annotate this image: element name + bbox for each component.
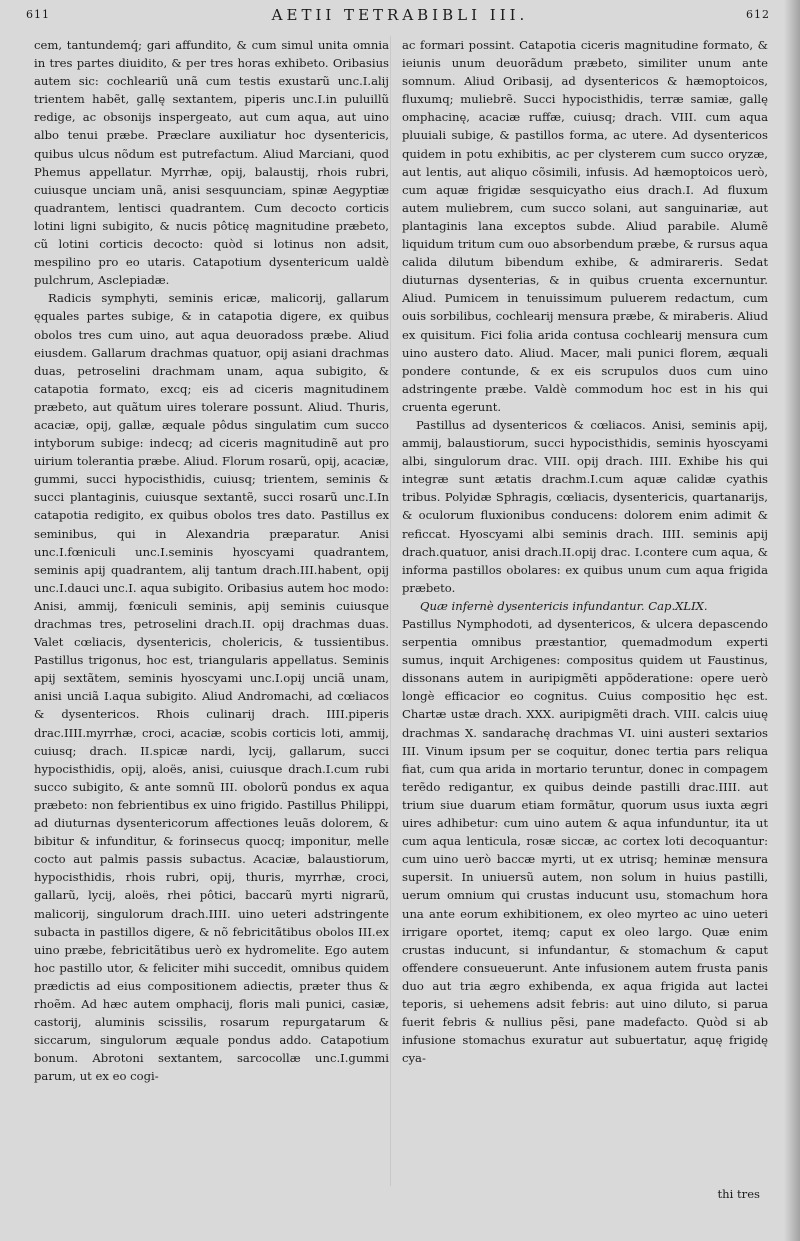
column-gutter: [390, 36, 391, 1186]
right-paragraph: ac formari possint. Catapotia ciceris magnitudine formato, & ieiunis unum deuorãdum præbeto, similiter unum ante somnum. Aliud Oribasij, ad dysentericos & hæmoptoicos, fluxumq; muliebrẽ. Succi hypocisthidis, terræ samiæ, gallę omphacinę, acaciæ ruffæ, cuiusq; drach. VIII. cum aqua pluuiali subige, & pastillos forma, ac utere. Ad dysentericos quidem in potu exhibitis, ac per clysterem cum succo oryzæ, aut lentis, aut aliquo cõsimili, infusis. Ad hæmoptoicos uerò, cum aquæ frigidæ sesquicyatho eius drach.I. Ad fluxum autem muliebrem, cum succo solani, aut sanguinariæ, aut plantaginis lana exceptos subde. Aliud parabile. Alumẽ liquidum tritum cum ouo absorbendum præbe, & rursus aqua calida dilutum bibendum exhibe, & admirareris. Sedat diuturnas dysenterias, & in quibus cruenta excernuntur. Aliud. Pumicem in tenuissimum puluerem redactum, cum ouis sorbilibus, cochlearij mensura præbe, & miraberis. Aliud ex quisitum. Fici folia arida contusa cochlearij mensura cum uino austero dato. Aliud. Macer, mali punici florem, æquali pondere contunde, & ex eis scrupulos duos cum uino adstringente præbe. Valdè commodum hoc est in his qui cruenta egerunt.: [402, 38, 768, 414]
page-edge-shadow: [784, 0, 800, 1241]
left-paragraph: Radicis symphyti, seminis ericæ, malicorij, gallarum ęquales partes subige, & in catapotia digere, ex quibus obolos tres cum uino, aut aqua deuoradoss præbe. Aliud eiusdem. Gallarum drachmas quatuor, opij asiani drachmas duas, petroselini drachmam unam, aqua subigito, & catapotia formato, excq; eis ad ciceris magnitudinem præbeto, aut quãtum uires tolerare possunt. Aliud. Thuris, acaciæ, opij, gallæ, æquale pôdus singulatim cum succo intyborum subige: indecq; ad ciceris magnitudinẽ aut pro uirium tolerantia præbe. Aliud. Florum rosarũ, opij, acaciæ, gummi, succi hypocisthidis, cuiusq; trientem, seminis & succi plantaginis, cuiusque sextantẽ, succi rosarũ unc.I.In catapotia redigito, ex quibus obolos tres dato. Pastillus ex seminibus, qui in Alexandria præparatur. Anisi unc.I.fœniculi unc.I.seminis hyoscyami quadrantem, seminis apij quadrantem, alij tantum drach.III.habent, opij unc.I.dauci unc.I. aqua subigito. Oribasius autem hoc modo: Anisi, ammij, fœniculi seminis, apij seminis cuiusque drachmas tres, petroselini drach.II. opij drachmas duas. Valet cœliacis, dysentericis, cholericis, & tussientibus. Pastillus trigonus, hoc est, triangularis appellatus. Seminis apij sextãtem, seminis hyoscyami unc.I.opij unciã unam, anisi unciã I.aqua subigito. Aliud Andromachi, ad cœliacos & dysentericos. Rhois culinarij drach. IIII.piperis drac.IIII.myrrhæ, croci, acaciæ, scobis corticis loti, ammij, cuiusq; drach. II.spicæ nardi, lycij, gallarum, succi hypocisthidis, opij, aloës, anisi, cuiusque drach.I.cum rubi succo subigito, & ante somnũ III. obolorũ pondus ex aqua præbeto: non febrientibus ex uino frigido. Pastillus Philippi, ad diuturnas dysentericorum affectiones leuãs dolorem, & bibitur & infunditur, & forinsecus quocq; imponitur, melle cocto aut palmis passis subactus. Acaciæ, balaustiorum, hypocisthidis, rhois rubri, opij, thuris, myrrhæ, croci, gallarũ, lycij, aloës, rhei pôtici, baccarũ myrti nigrarũ, malicorij, singulorum drach.IIII. uino ueteri adstringente subacta in pastillos digere, & nõ febricitãtibus obolos III.ex uino præbe, febricitãtibus uerò ex hydromelite. Ego autem hoc pastillo utor, & feliciter mihi succedit, omnibus quidem prædictis ad eius compositionem adiectis, præter thus & rhoẽm. Ad hæc autem omphacij, floris mali punici, casiæ, castorij, aluminis scissilis, rosarum repurgatarum & siccarum, singulorum æquale pondus addo. Catapotium bonum. Abrotoni sextantem, sarcocollæ unc.I.gummi parum, ut ex eo cogi-: [34, 291, 389, 1084]
page-number-left: 611: [26, 8, 50, 21]
right-paragraph: Pastillus ad dysentericos & cœliacos. Anisi, seminis apij, ammij, balaustiorum, succi hypocisthidis, seminis hyoscyami albi, singulorum drac. VIII. opij drach. IIII. Exhibe his qui integræ sunt ætatis drachm.I.cum aquæ calidæ cyathis tribus. Polyidæ Sphragis, cœliacis, dysentericis, quartanarijs, & oculorum fluxionibus conducens: dolorem enim adimit & reficcat. Hyoscyami albi seminis drach. IIII. seminis apij drach.quatuor, anisi drach.II.opij drac. I.contere cum aqua, & informa pastillos obolares: ex quibus unum cum aqua frigida præbeto.: [402, 417, 768, 595]
right-paragraph: Pastillus Nymphodoti, ad dysentericos, & ulcera depascendo serpentia omnibus præstantior, quemadmodum experti sumus, inquit Archigenes: compositus quidem ut Faustinus, dissonans autem in auripigmẽti appõderatione: opere uerò longè efficacior eo cognitus. Cuius compositio hęc est. Chartæ ustæ drach. XXX. auripigmẽti drach. VIII. calcis uiuę drachmas X. sandarachę drachmas VI. uini austeri sextarios III. Vinum ipsum per se coquitur, donec tertia pars reliqua fiat, cum qua arida in mortario teruntur, donec in compagem terẽdo redigantur, ex quibus deinde pastilli drac.IIII. aut trium siue duarum etiam formãtur, quorum usus iuxta ægri uires adhibetur: cum uino autem & aqua infunduntur, ita ut cum aqua lenticula, rosæ siccæ, ac cortex loti decoquantur: cum uino uerò baccæ myrti, ut ex utrisq; heminæ mensura supersit. In uniuersũ autem, non solum in huius pastilli, uerum omnium qui crustas inducunt usu, stomachum hora una ante eorum exhibitionem, ex oleo myrteo ac uino ueteri irrigare oportet, itemq; caput ex oleo largo. Quæ enim crustas inducunt, si infundantur, & stomachum & caput offendere consueuerunt. Ante infusionem autem frusta panis duo aut tria ægro exhibenda, ex aqua frigida aut lactei teporis, si uehemens adsit febris: aut uino diluto, si parua fuerit febris & nullius pẽsi, pane madefacto. Quòd si ab infusione stomachus exuratur aut subuertatur, aquę frigidę cya-: [402, 617, 768, 1066]
right-column: [402, 36, 768, 1067]
running-title: AETII TETRABIBLI III.: [271, 6, 529, 24]
left-paragraph: cem, tantundemq́; gari affundito, & cum simul unita omnia in tres partes diuidito, & per tres horas exhibeto. Oribasius autem sic: cochleariũ unã cum testis exustarũ unc.I.alij trientem habẽt, gallę sextantem, piperis unc.I.in puluillũ redige, ac obsonijs inspergeato, aut cum aqua, aut uino albo tenui præbe. Præclare auxiliatur hoc dysentericis, quibus ulcus nõdum est putrefactum. Aliud Marciani, quod Phemus appellatur. Myrrhæ, opij, balaustij, rhois rubri, cuiusque unciam unã, anisi sesquunciam, spinæ Aegyptiæ quadrantem, lentisci quadrantem. Cum decocto corticis lotini ligni subigito, & nucis pôticę magnitudine præbeto, cũ lotini corticis decocto: quòd si lotinus non adsit, mespilino pro eo utaris. Catapotium dysentericum ualdè pulchrum, Asclepiadæ.: [34, 38, 389, 288]
page-number-right: 612: [746, 8, 770, 21]
running-header: [0, 6, 800, 30]
catchword: thi tres: [717, 1187, 760, 1201]
left-column: [34, 36, 389, 1085]
chapter-heading: Quæ infernè dysentericis infundantur. Cap.XLIX.: [420, 598, 708, 613]
